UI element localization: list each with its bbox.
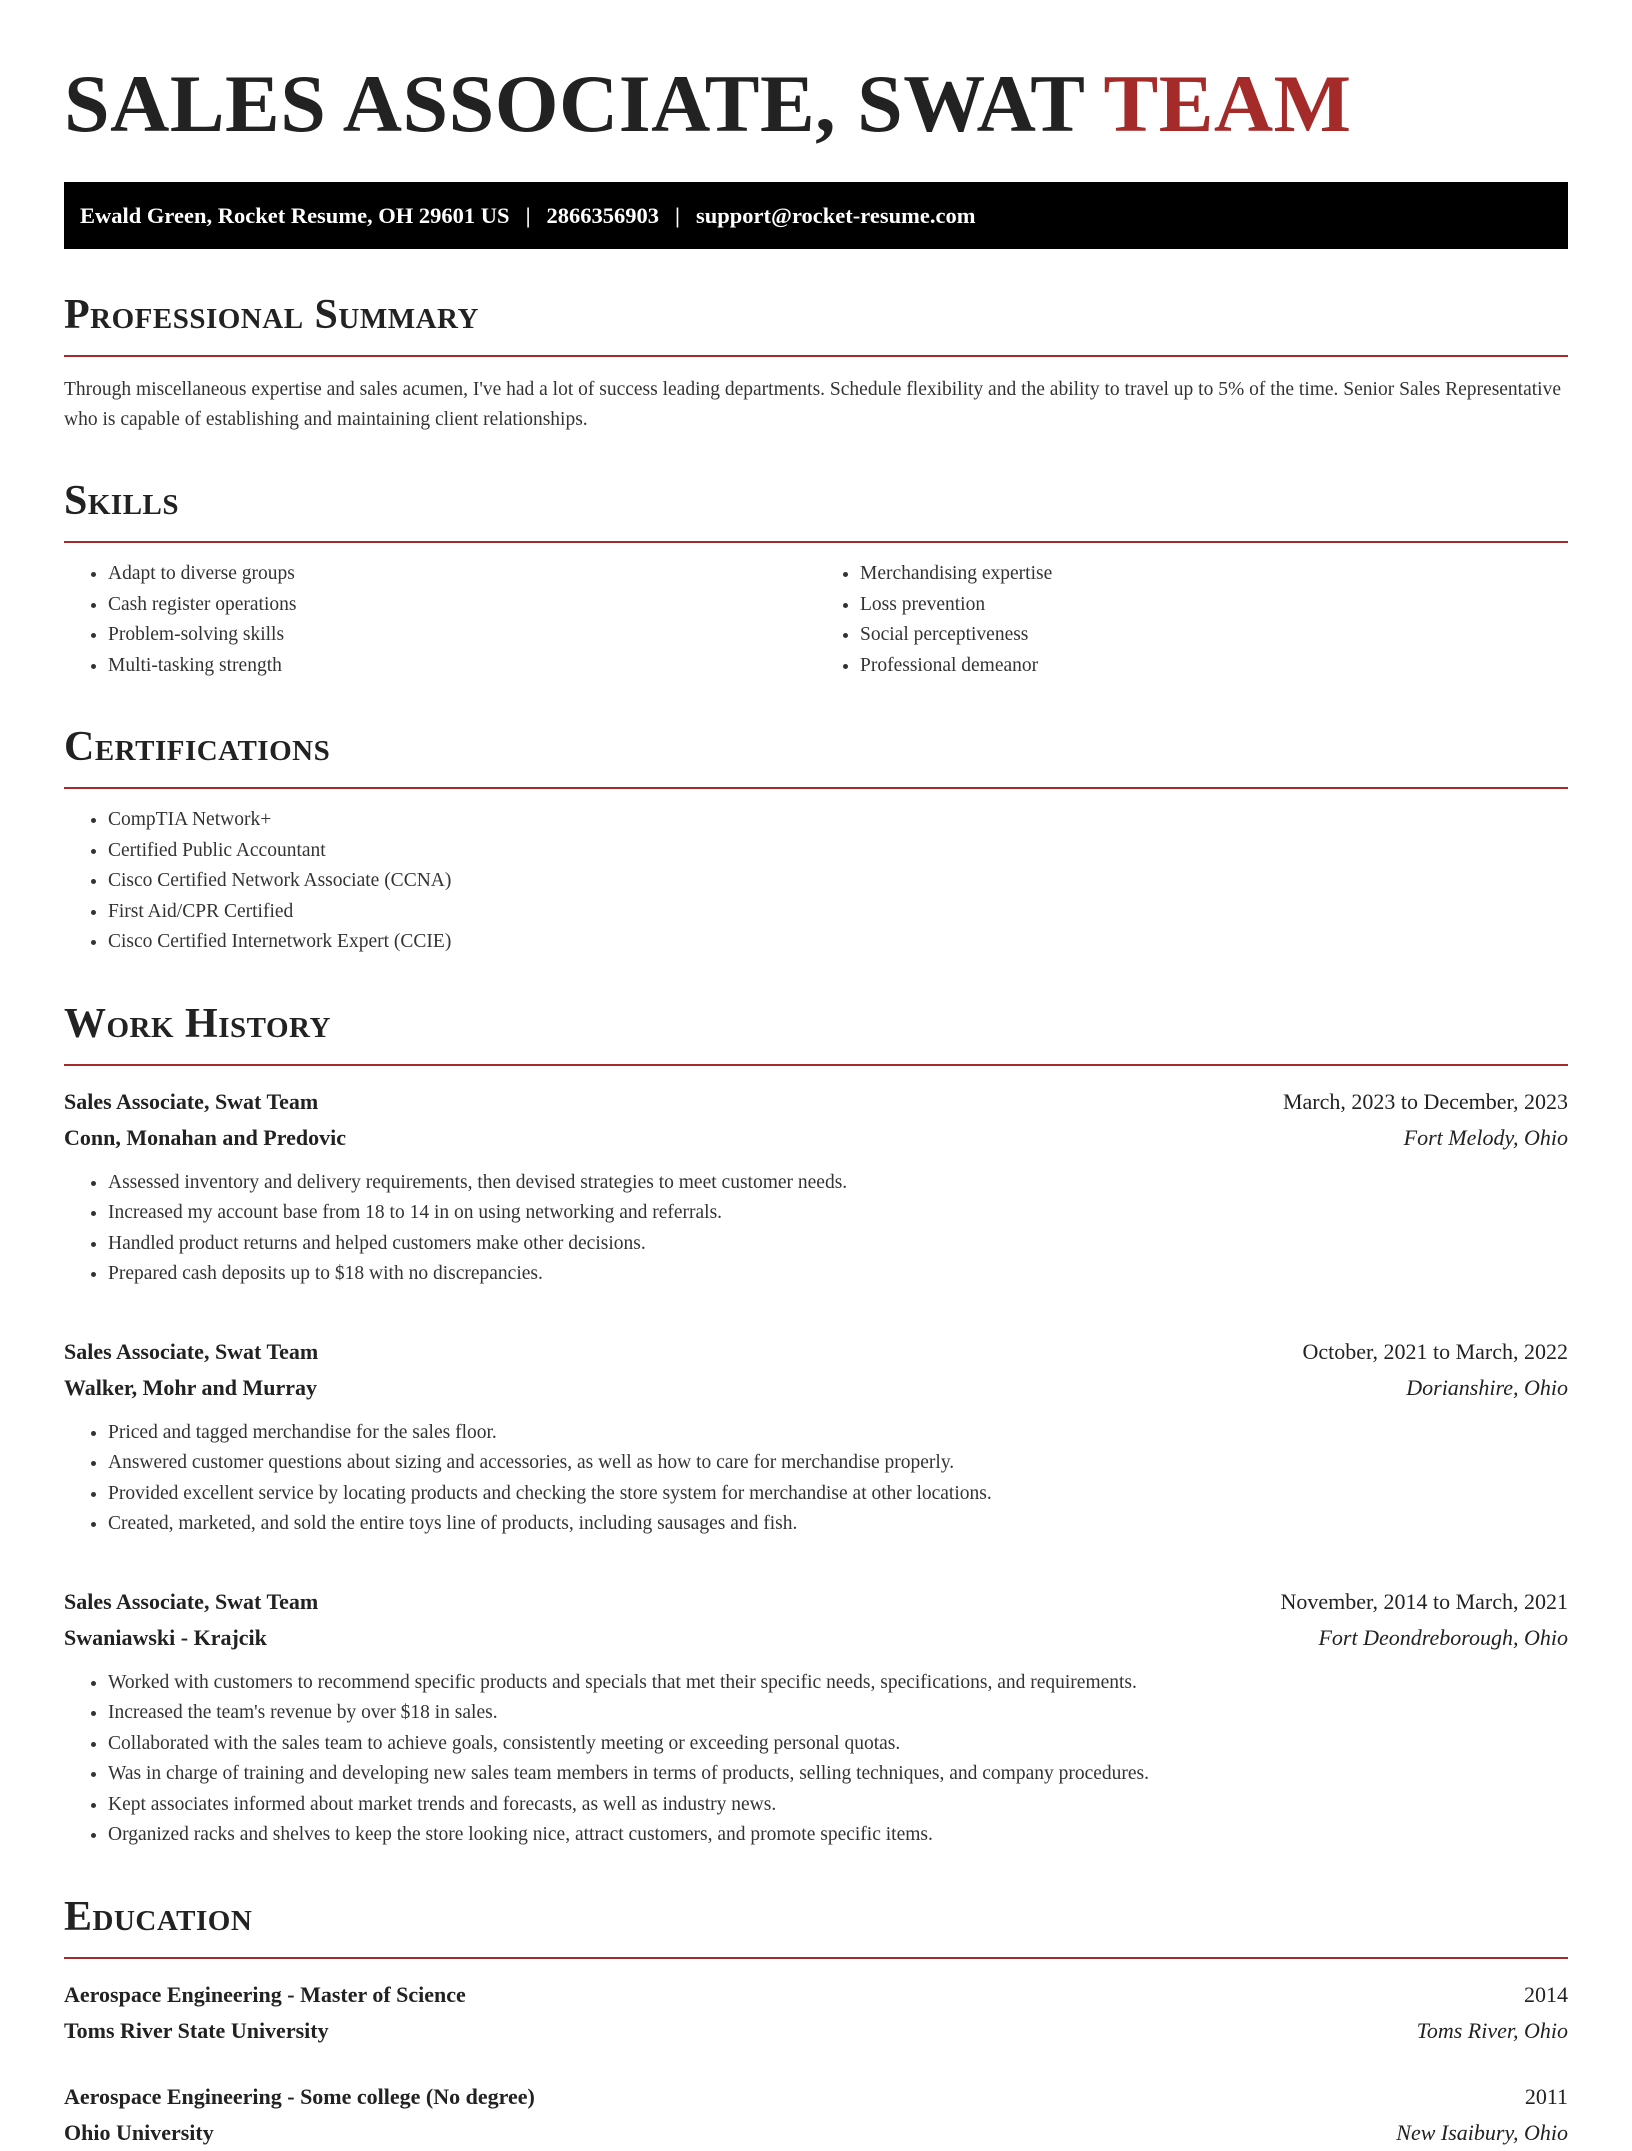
title-main: SALES ASSOCIATE, SWAT	[64, 58, 1104, 149]
skill-item: • Multi-tasking strength	[108, 651, 816, 682]
resume-title	[64, 0, 1568, 150]
job-entry	[64, 1084, 1568, 1290]
education-entry	[64, 2079, 1568, 2151]
education-school-row	[64, 2115, 1568, 2151]
job-company: Walker, Mohr and Murray	[64, 1374, 318, 1400]
skills-heading: Skills	[64, 478, 180, 524]
section-divider	[64, 355, 1568, 357]
skills-list-left	[64, 559, 816, 681]
education-entry	[64, 1977, 1568, 2049]
job-bullet: • Was in charge of training and developing new sales team members in terms of products, selling techniques, and company procedures.	[108, 1759, 1568, 1790]
section-divider	[64, 787, 1568, 789]
certification-item: • Cisco Certified Internetwork Expert (CCIE)	[108, 927, 1568, 958]
job-bullet: • Created, marketed, and sold the entire toys line of products, including sausages and fish.	[108, 1509, 1568, 1540]
certifications-section	[64, 723, 1568, 958]
education-year: 2011	[1524, 2083, 1568, 2109]
job-title: Sales Associate, Swat Team	[64, 1338, 319, 1364]
summary-text: Through miscellaneous expertise and sales acumen, I've had a lot of success leading departments. Schedule flexibility and the ability to travel up to 5% of the time. Senior Sales Representative who is capable of establishing and maintaining client relationships.	[64, 379, 1561, 430]
certifications-heading: Certifications	[64, 724, 331, 770]
job-company-row	[64, 1120, 1568, 1156]
education-school-row	[64, 2013, 1568, 2049]
skills-list-right	[816, 559, 1568, 681]
certification-item: • CompTIA Network+	[108, 805, 1568, 836]
skill-item: • Professional demeanor	[860, 651, 1568, 682]
certifications-list	[64, 805, 1568, 958]
certification-item: • Certified Public Accountant	[108, 836, 1568, 867]
job-bullets	[64, 1668, 1568, 1851]
job-location: Fort Melody, Ohio	[1403, 1124, 1568, 1150]
job-location: Fort Deondreborough, Ohio	[1318, 1624, 1568, 1650]
education-heading: Education	[64, 1893, 253, 1940]
job-bullets	[64, 1168, 1568, 1290]
job-dates: March, 2023 to December, 2023	[1282, 1088, 1568, 1114]
job-bullet: • Organized racks and shelves to keep the store looking nice, attract customers, and promote specific items.	[108, 1820, 1568, 1851]
work-history-heading: Work History	[64, 1000, 331, 1047]
job-bullet: • Answered customer questions about sizing and accessories, as well as how to care for merchandise properly.	[108, 1448, 1568, 1479]
skill-item: • Social perceptiveness	[860, 620, 1568, 651]
contact-phone: 2866356903	[546, 202, 660, 228]
education-list	[64, 1977, 1568, 2151]
job-title: Sales Associate, Swat Team	[64, 1088, 319, 1114]
job-location: Dorianshire, Ohio	[1406, 1374, 1568, 1400]
job-company: Swaniawski - Krajcik	[64, 1624, 267, 1650]
education-degree: Aerospace Engineering - Some college (No degree)	[64, 2083, 535, 2109]
job-company-row	[64, 1370, 1568, 1406]
job-dates: November, 2014 to March, 2021	[1280, 1588, 1568, 1614]
section-divider	[64, 1064, 1568, 1066]
job-bullet: • Provided excellent service by locating products and checking the store system for merchandise at other locations.	[108, 1479, 1568, 1510]
contact-name-address: Ewald Green, Rocket Resume, OH 29601 US	[80, 202, 510, 228]
skills-section	[64, 477, 1568, 681]
skill-item: • Problem-solving skills	[108, 620, 816, 651]
job-bullet: • Prepared cash deposits up to $18 with no discrepancies.	[108, 1259, 1568, 1290]
job-title-row	[64, 1084, 1568, 1120]
contact-bar	[64, 182, 1568, 249]
contact-email: support@rocket-resume.com	[696, 202, 976, 228]
education-degree-row	[64, 2079, 1568, 2115]
summary-heading: Professional Summary	[64, 292, 479, 338]
education-school: Ohio University	[64, 2119, 214, 2145]
education-location: Toms River, Ohio	[1416, 2017, 1568, 2043]
job-title-row	[64, 1334, 1568, 1370]
job-bullet: • Increased my account base from 18 to 14 in on using networking and referrals.	[108, 1198, 1568, 1229]
job-bullet: • Increased the team's revenue by over $18 in sales.	[108, 1698, 1568, 1729]
skill-item: • Loss prevention	[860, 590, 1568, 621]
job-bullet: • Assessed inventory and delivery requirements, then devised strategies to meet customer needs.	[108, 1168, 1568, 1199]
job-dates: October, 2021 to March, 2022	[1302, 1338, 1568, 1364]
education-year: 2014	[1524, 1981, 1568, 2007]
skills-grid	[64, 543, 1568, 681]
job-bullet: • Priced and tagged merchandise for the sales floor.	[108, 1418, 1568, 1449]
contact-separator: |	[525, 202, 531, 228]
education-degree: Aerospace Engineering - Master of Science	[64, 1981, 466, 2007]
education-school: Toms River State University	[64, 2017, 329, 2043]
job-bullets	[64, 1418, 1568, 1540]
summary-section	[64, 291, 1568, 435]
job-title: Sales Associate, Swat Team	[64, 1588, 319, 1614]
certification-item: • Cisco Certified Network Associate (CCNA)	[108, 866, 1568, 897]
job-bullet: • Kept associates informed about market trends and forecasts, as well as industry news.	[108, 1790, 1568, 1821]
education-location: New Isaibury, Ohio	[1396, 2119, 1568, 2145]
job-bullet: • Worked with customers to recommend specific products and specials that met their specific needs, specifications, and requirements.	[108, 1668, 1568, 1699]
job-title-row	[64, 1584, 1568, 1620]
job-bullet: • Handled product returns and helped customers make other decisions.	[108, 1229, 1568, 1260]
title-accent: TEAM	[1103, 58, 1352, 149]
jobs-list	[64, 1084, 1568, 1851]
skill-item: • Merchandising expertise	[860, 559, 1568, 590]
skill-item: • Cash register operations	[108, 590, 816, 621]
education-degree-row	[64, 1977, 1568, 2013]
job-entry	[64, 1334, 1568, 1540]
job-company: Conn, Monahan and Predovic	[64, 1124, 346, 1150]
skill-item: • Adapt to diverse groups	[108, 559, 816, 590]
job-company-row	[64, 1620, 1568, 1656]
contact-separator: |	[675, 202, 681, 228]
job-entry	[64, 1584, 1568, 1851]
section-divider	[64, 1957, 1568, 1959]
job-bullet: • Collaborated with the sales team to achieve goals, consistently meeting or exceeding personal quotas.	[108, 1729, 1568, 1760]
work-history-section	[64, 1000, 1568, 1851]
certification-item: • First Aid/CPR Certified	[108, 897, 1568, 928]
